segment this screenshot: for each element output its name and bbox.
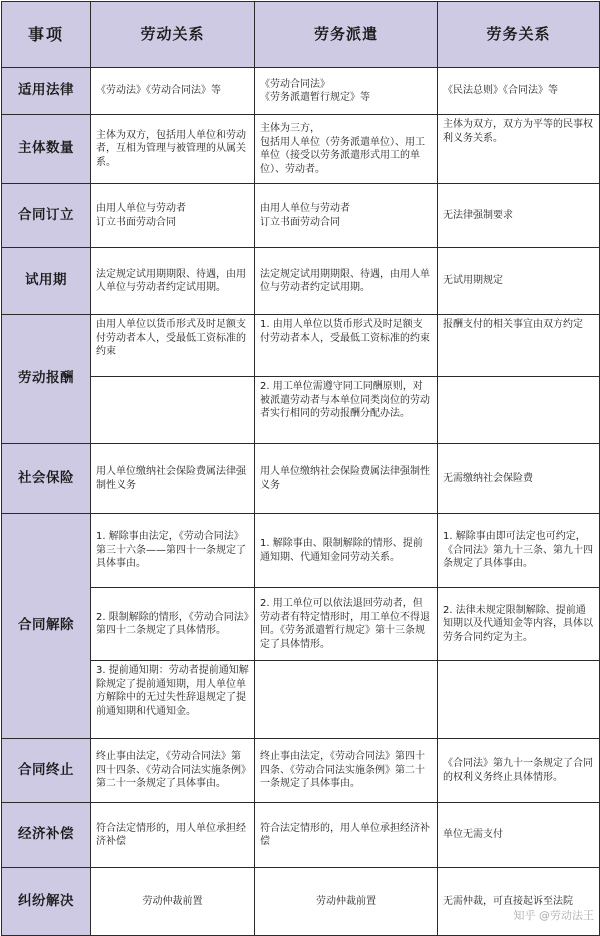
row-contract bbox=[2, 184, 600, 248]
cell-ending-dispatch: 终止事由法定，《劳动合同法》第四十四条、《劳动合同法实施条例》第二十一条规定了具体事由。 bbox=[255, 739, 438, 803]
row-label-applicable-law: 适用法律 bbox=[2, 68, 91, 115]
row-pay-1 bbox=[2, 315, 600, 377]
cell-termination-labor-2: 2. 限制解除的情形，《劳动合同法》第四十二条规定了具体情形。 bbox=[91, 588, 255, 661]
cell-pay-service-empty bbox=[438, 377, 600, 444]
row-termination-1 bbox=[2, 514, 600, 588]
cell-contract-dispatch: 由用人单位与劳动者 订立书面劳动合同 bbox=[255, 184, 438, 248]
comparison-table bbox=[1, 1, 600, 936]
cell-dispute-dispatch: 劳动仲裁前置 bbox=[255, 868, 438, 936]
cell-pay-dispatch-2: 2. 用工单位需遵守同工同酬原则，对被派遣劳动者与本单位同类岗位的劳动者实行相同的劳动报酬分配办法。 bbox=[255, 377, 438, 444]
header-item: 事项 bbox=[2, 2, 91, 68]
cell-law-service: 《民法总则》《合同法》等 bbox=[438, 68, 600, 115]
cell-compensation-dispatch: 符合法定情形的，用人单位承担经济补偿 bbox=[255, 803, 438, 868]
row-parties bbox=[2, 115, 600, 184]
cell-ending-labor: 终止事由法定，《劳动合同法》第四十四条、《劳动合同法实施条例》第二十一条规定了具体事由。 bbox=[91, 739, 255, 803]
row-label-compensation: 经济补偿 bbox=[2, 803, 91, 868]
row-label-contract: 合同订立 bbox=[2, 184, 91, 248]
header-labor-relation: 劳动关系 bbox=[91, 2, 255, 68]
cell-insurance-service: 无需缴纳社会保险费 bbox=[438, 444, 600, 514]
watermark: 知乎 @劳动法王 bbox=[513, 909, 594, 922]
row-probation bbox=[2, 248, 600, 315]
cell-pay-labor-empty bbox=[91, 377, 255, 444]
row-label-termination: 合同解除 bbox=[2, 514, 91, 739]
cell-contract-service: 无法律强制要求 bbox=[438, 184, 600, 248]
header-row bbox=[2, 2, 600, 68]
cell-termination-service-empty bbox=[438, 661, 600, 739]
cell-termination-dispatch-2: 2. 用工单位可以依法退回劳动者，但劳动者有特定情形时，用工单位不得退回。《劳务派遣暂行规定》第十三条规定了具体情形。 bbox=[255, 588, 438, 661]
row-termination-2 bbox=[2, 588, 600, 661]
row-termination-3 bbox=[2, 661, 600, 739]
cell-parties-labor: 主体为双方，包括用人单位和劳动者，互相为管理与被管理的从属关系。 bbox=[91, 115, 255, 184]
cell-insurance-dispatch: 用人单位缴纳社会保险费属法律强制性义务 bbox=[255, 444, 438, 514]
cell-probation-dispatch: 法定规定试用期期限、待遇，由用人单位与劳动者约定试用期。 bbox=[255, 248, 438, 315]
row-insurance bbox=[2, 444, 600, 514]
cell-ending-service: 《合同法》第九十一条规定了合同的权利义务终止具体情形。 bbox=[438, 739, 600, 803]
cell-pay-labor: 由用人单位以货币形式及时足额支付劳动者本人，受最低工资标准的约束 bbox=[91, 315, 255, 377]
cell-probation-service: 无试用期规定 bbox=[438, 248, 600, 315]
row-label-ending: 合同终止 bbox=[2, 739, 91, 803]
cell-pay-dispatch-1: 1. 由用人单位以货币形式及时足额支付劳动者本人，受最低工资标准的约束 bbox=[255, 315, 438, 377]
cell-probation-labor: 法定规定试用期期限、待遇，由用人单位与劳动者约定试用期。 bbox=[91, 248, 255, 315]
cell-dispute-service: 无需仲裁，可直接起诉至法院 bbox=[438, 868, 600, 936]
cell-termination-service-2: 2. 法律未规定限制解除、提前通知期以及代通知金等内容，具体以劳务合同约定为主。 bbox=[438, 588, 600, 661]
header-labor-dispatch: 劳务派遣 bbox=[255, 2, 438, 68]
cell-termination-dispatch-empty bbox=[255, 661, 438, 739]
row-ending bbox=[2, 739, 600, 803]
row-label-parties: 主体数量 bbox=[2, 115, 91, 184]
cell-insurance-labor: 用人单位缴纳社会保险费属法律强制性义务 bbox=[91, 444, 255, 514]
cell-termination-labor-3: 3. 提前通知期：劳动者提前通知解除规定了提前通知期，用人单位单方解除中的无过失性辞退规定了提前通知期和代通知金。 bbox=[91, 661, 255, 739]
cell-pay-service: 报酬支付的相关事宜由双方约定 bbox=[438, 315, 600, 377]
cell-law-dispatch: 《劳动合同法》 《劳务派遣暂行规定》等 bbox=[255, 68, 438, 115]
cell-termination-dispatch-1: 1. 解除事由、限制解除的情形、提前通知期、代通知金同劳动关系。 bbox=[255, 514, 438, 588]
row-applicable-law bbox=[2, 68, 600, 115]
cell-compensation-service: 单位无需支付 bbox=[438, 803, 600, 868]
cell-law-labor: 《劳动法》《劳动合同法》等 bbox=[91, 68, 255, 115]
row-label-probation: 试用期 bbox=[2, 248, 91, 315]
row-label-pay: 劳动报酬 bbox=[2, 315, 91, 444]
cell-compensation-labor: 符合法定情形的，用人单位承担经济补偿 bbox=[91, 803, 255, 868]
cell-contract-labor: 由用人单位与劳动者 订立书面劳动合同 bbox=[91, 184, 255, 248]
cell-termination-labor-1: 1. 解除事由法定，《劳动合同法》第三十六条——第四十一条规定了具体事由。 bbox=[91, 514, 255, 588]
cell-dispute-labor: 劳动仲裁前置 bbox=[91, 868, 255, 936]
header-service-relation: 劳务关系 bbox=[438, 2, 600, 68]
cell-parties-service: 主体为双方，双方为平等的民事权利义务关系。 bbox=[438, 115, 600, 184]
row-dispute bbox=[2, 868, 600, 936]
cell-parties-dispatch: 主体为三方， 包括用人单位（劳务派遣单位）、用工单位（接受以劳务派遣形式用工的单位）、劳动者。 bbox=[255, 115, 438, 184]
cell-termination-service-1: 1. 解除事由即可法定也可约定，《合同法》第九十三条、第九十四条规定了具体事由。 bbox=[438, 514, 600, 588]
row-compensation bbox=[2, 803, 600, 868]
row-pay-2 bbox=[2, 377, 600, 444]
row-label-dispute: 纠纷解决 bbox=[2, 868, 91, 936]
row-label-insurance: 社会保险 bbox=[2, 444, 91, 514]
